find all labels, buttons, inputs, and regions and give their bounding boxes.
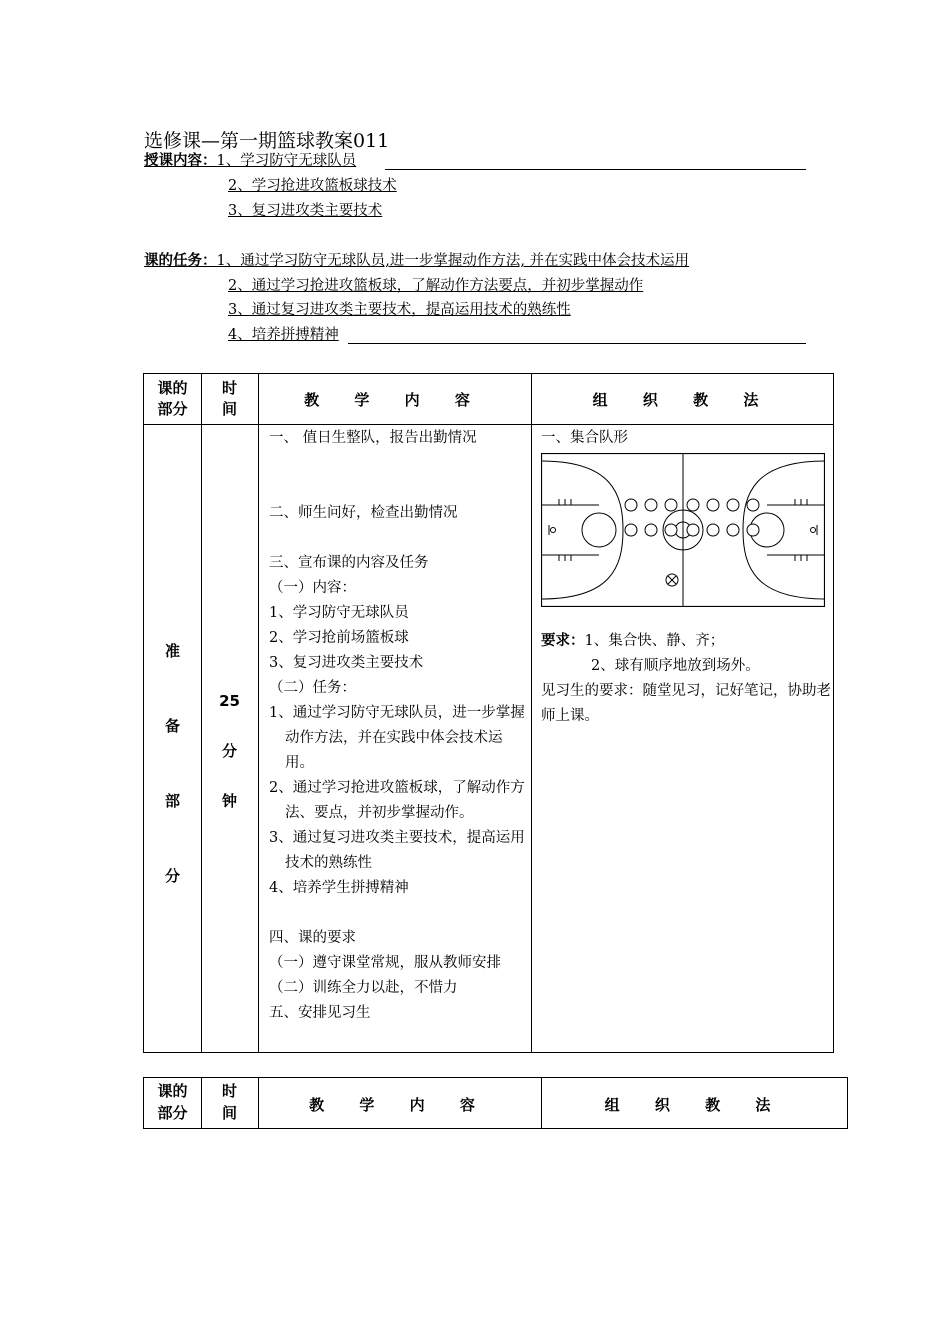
header-method: 组 织 教 法 (592, 391, 774, 409)
tasks-item-4: 4、培养拼搏精神 (228, 327, 339, 343)
req-label: 要求： (541, 633, 585, 649)
part-char: 准 (164, 642, 180, 660)
teaching-line (269, 451, 531, 476)
teaching-line: （二）训练全力以赴，不惜力 (269, 980, 458, 996)
teaching-line: 3、复习进攻类主要技术 (269, 655, 424, 671)
tasks-label: 课的任务： (144, 253, 217, 269)
req-item-2: 2、球有顺序地放到场外。 (591, 658, 760, 674)
req-item-1: 1、集合快、静、齐； (584, 633, 725, 649)
underline-rule (348, 343, 806, 344)
page-title: 选修课—第一期篮球教案011 (144, 130, 390, 152)
part-label (144, 614, 201, 914)
teaching-line: 四、课的要求 (269, 930, 356, 946)
student-circles (625, 499, 759, 536)
header-time-line: 时 (221, 1082, 237, 1100)
header-method: 组 织 教 法 (604, 1096, 786, 1114)
time-char: 钟 (221, 792, 237, 810)
header-time (201, 378, 258, 420)
content-item-1: 1、学习防守无球队员 (216, 153, 357, 169)
right-hoop (811, 528, 816, 533)
method-heading: 一、集合队形 (541, 430, 628, 446)
teaching-task: 1、通过学习防守无球队员，进一步掌握动作方法，并在实践中体会技术运用。 (269, 705, 525, 771)
left-lane-marks (559, 499, 571, 561)
underline-rule (385, 169, 806, 170)
observer-requirement: 见习生的要求：随堂见习，记好笔记，协助老师上课。 (541, 683, 831, 724)
header-part-line: 部分 (157, 1104, 188, 1122)
part-char: 部 (164, 792, 180, 810)
teaching-line (269, 526, 531, 551)
teaching-line: 1、学习防守无球队员 (269, 605, 409, 621)
content-item-3: 3、复习进攻类主要技术 (228, 203, 383, 219)
teaching-content (269, 426, 531, 1026)
part-char: 分 (164, 867, 180, 885)
header-part (144, 378, 201, 420)
header-part-line: 部分 (157, 400, 188, 418)
tasks-item-2: 2、通过学习抢进攻篮板球，了解动作方法要点，并初步掌握动作 (228, 278, 644, 294)
col-divider (531, 374, 532, 1052)
content-item-2: 2、学习抢进攻篮板球技术 (228, 178, 397, 194)
lesson-table-2 (143, 1077, 848, 1129)
header-time-line: 间 (221, 1104, 237, 1122)
lesson-table (143, 373, 834, 1053)
header-time (201, 1080, 258, 1124)
content-label: 授课内容： (144, 153, 217, 169)
teaching-line: （一）遵守课堂常规，服从教师安排 (269, 955, 501, 971)
teaching-line: 三、宣布课的内容及任务 (269, 555, 429, 571)
teaching-line: （一）内容： (269, 580, 356, 596)
teaching-task: 3、通过复习进攻类主要技术，提高运用技术的熟练性 (269, 830, 525, 871)
time-char: 分 (221, 742, 237, 760)
header-part (144, 1080, 201, 1124)
header-part-line: 课的 (157, 379, 188, 397)
teaching-task: 4、培养学生拼搏精神 (269, 880, 409, 896)
method-content (541, 426, 833, 729)
part-char: 备 (164, 717, 180, 735)
teaching-line: 一、 值日生整队，报告出勤情况 (269, 430, 477, 446)
tasks-item-1: 1、通过学习防守无球队员,进一步掌握动作方法, 并在实践中体会技术运用 (216, 253, 690, 269)
teaching-line: 五、安排见习生 (269, 1005, 371, 1021)
teaching-line (269, 476, 531, 501)
tasks-item-3: 3、通过复习进攻类主要技术，提高运用技术的熟练性 (228, 302, 571, 318)
content-line-1 (144, 151, 356, 171)
header-teaching: 教 学 内 容 (309, 1096, 490, 1114)
teacher-marker (666, 574, 678, 586)
header-time-line: 时 (221, 379, 237, 397)
requirements (541, 629, 833, 654)
left-ft-circle (582, 513, 616, 547)
time-char: 25 (219, 692, 240, 710)
teaching-line: 2、学习抢前场篮板球 (269, 630, 409, 646)
court-diagram (541, 453, 825, 607)
left-hoop (551, 528, 556, 533)
col-divider (258, 374, 259, 1052)
row-divider (144, 424, 833, 425)
time-label (201, 676, 258, 826)
right-lane-marks (795, 499, 807, 561)
teaching-line (269, 901, 531, 926)
tasks-line-1 (144, 251, 689, 271)
header-part-line: 课的 (157, 1082, 188, 1100)
teaching-line: （二）任务： (269, 680, 356, 696)
teaching-line: 二、师生问好，检查出勤情况 (269, 505, 458, 521)
header-time-line: 间 (221, 400, 237, 418)
header-teaching: 教 学 内 容 (304, 391, 485, 409)
teaching-task: 2、通过学习抢进攻篮板球，了解动作方法、要点，并初步掌握动作。 (269, 780, 525, 821)
